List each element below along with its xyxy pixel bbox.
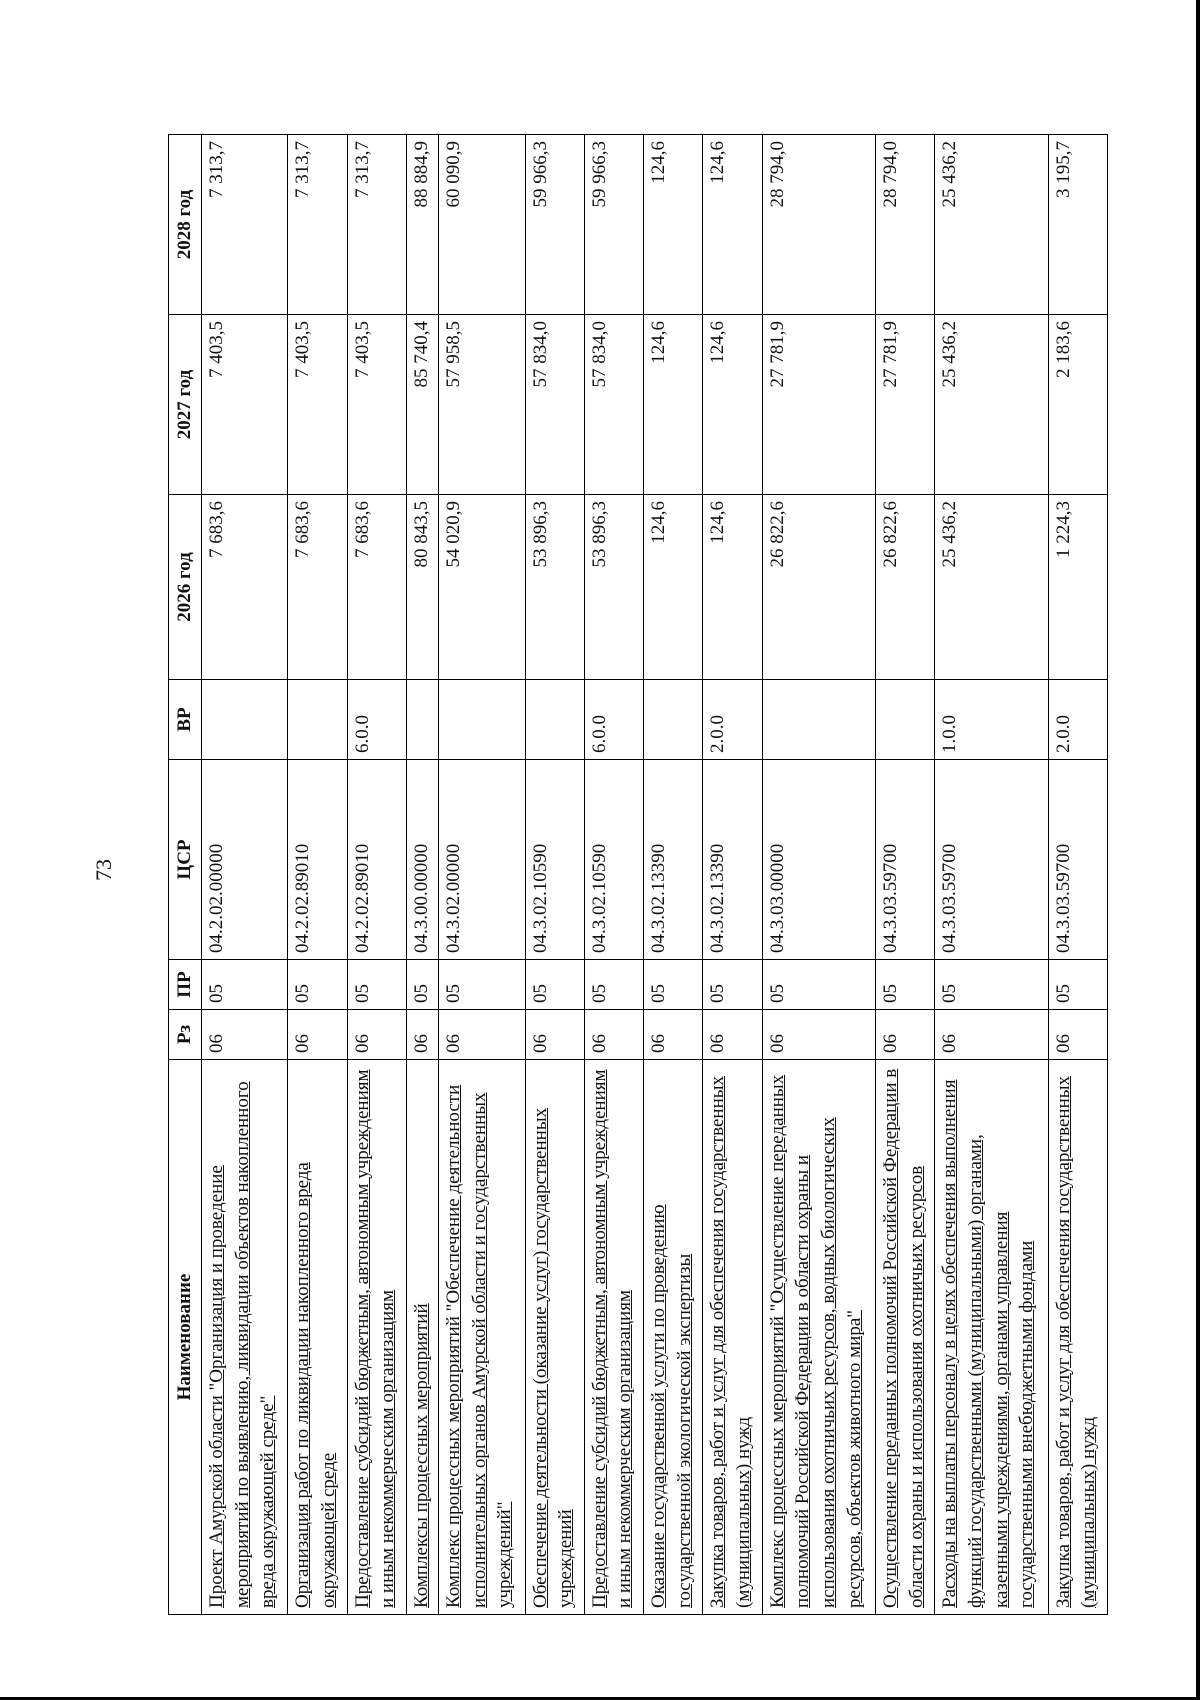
cell-pr: 05 <box>584 960 643 1010</box>
header-csr: ЦСР <box>169 760 202 960</box>
cell-2028: 59 966,3 <box>525 135 584 315</box>
cell-pr: 05 <box>935 960 1048 1010</box>
cell-name <box>762 1060 875 1615</box>
cell-name <box>703 1060 762 1615</box>
header-row <box>169 135 202 1615</box>
table-row <box>288 135 347 1615</box>
cell-pr: 05 <box>876 960 935 1010</box>
cell-pr: 05 <box>347 960 406 1010</box>
cell-2026: 54 020,9 <box>439 495 525 680</box>
cell-2028: 7 313,7 <box>288 135 347 315</box>
cell-2027: 2 183,6 <box>1048 315 1107 495</box>
cell-2028: 88 884,9 <box>406 135 438 315</box>
cell-pr: 05 <box>644 960 703 1010</box>
row-name: Предоставление субсидий бюджетным, автономным учреждениям и иным некоммерческим организациям <box>351 1069 399 1608</box>
cell-2026: 53 896,3 <box>584 495 643 680</box>
cell-rz: 06 <box>762 1010 875 1060</box>
cell-rz: 06 <box>288 1010 347 1060</box>
cell-name <box>876 1060 935 1615</box>
cell-pr: 05 <box>703 960 762 1010</box>
cell-rz: 06 <box>876 1010 935 1060</box>
cell-2028: 7 313,7 <box>202 135 288 315</box>
cell-csr: 04.2.02.89010 <box>288 760 347 960</box>
cell-2028: 28 794,0 <box>762 135 875 315</box>
cell-2027: 27 781,9 <box>876 315 935 495</box>
header-vr: ВР <box>169 680 202 760</box>
cell-2027: 57 958,5 <box>439 315 525 495</box>
row-name: Комплексы процессных мероприятий <box>410 1303 432 1608</box>
table-row <box>703 135 762 1615</box>
cell-vr <box>439 680 525 760</box>
table-row <box>935 135 1048 1615</box>
table-row <box>202 135 288 1615</box>
cell-pr: 05 <box>1048 960 1107 1010</box>
cell-2026: 26 822,6 <box>876 495 935 680</box>
cell-2026: 7 683,6 <box>347 495 406 680</box>
cell-2027: 27 781,9 <box>762 315 875 495</box>
row-name: Закупка товаров, работ и услуг для обеспечения государственных (муниципальных) нужд <box>1052 1075 1100 1608</box>
cell-name <box>1048 1060 1107 1615</box>
cell-rz: 06 <box>935 1010 1048 1060</box>
cell-2027: 57 834,0 <box>525 315 584 495</box>
header-pr: ПР <box>169 960 202 1010</box>
cell-csr: 04.3.03.59700 <box>1048 760 1107 960</box>
cell-rz: 06 <box>703 1010 762 1060</box>
table-row <box>406 135 438 1615</box>
table-body <box>202 135 1108 1615</box>
cell-2027: 7 403,5 <box>202 315 288 495</box>
cell-2028: 59 966,3 <box>584 135 643 315</box>
cell-2028: 7 313,7 <box>347 135 406 315</box>
cell-vr <box>525 680 584 760</box>
rotated-table-container <box>168 135 1108 1615</box>
cell-pr: 05 <box>762 960 875 1010</box>
cell-2028: 60 090,9 <box>439 135 525 315</box>
cell-2027: 7 403,5 <box>288 315 347 495</box>
cell-pr: 05 <box>525 960 584 1010</box>
cell-2026: 25 436,2 <box>935 495 1048 680</box>
row-name: Расходы на выплаты персоналу в целях обеспечения выполнения функций государственными (муниципальными) органами, казенными учреждениями, органами управления государственными внебюджетными фондами <box>939 1079 1038 1608</box>
cell-csr: 04.2.02.89010 <box>347 760 406 960</box>
cell-csr: 04.3.02.13390 <box>703 760 762 960</box>
cell-2027: 124,6 <box>703 315 762 495</box>
row-name: Осуществление переданных полномочий Российской Федерации в области охраны и использования охотничьих ресурсов <box>880 1068 927 1608</box>
cell-vr: 6.0.0 <box>584 680 643 760</box>
cell-rz: 06 <box>1048 1010 1107 1060</box>
table-row <box>525 135 584 1615</box>
table-row <box>1048 135 1107 1615</box>
budget-table <box>168 134 1108 1615</box>
table-row <box>584 135 643 1615</box>
cell-vr: 1.0.0 <box>935 680 1048 760</box>
row-name: Обеспечение деятельности (оказание услуг) государственных учреждений <box>529 1107 577 1608</box>
cell-2028: 3 195,7 <box>1048 135 1107 315</box>
cell-name <box>644 1060 703 1615</box>
cell-name <box>439 1060 525 1615</box>
cell-csr: 04.3.03.00000 <box>762 760 875 960</box>
cell-2026: 80 843,5 <box>406 495 438 680</box>
cell-2027: 25 436,2 <box>935 315 1048 495</box>
cell-csr: 04.3.03.59700 <box>876 760 935 960</box>
cell-name <box>525 1060 584 1615</box>
scan-edge <box>1196 0 1200 1700</box>
cell-2026: 124,6 <box>644 495 703 680</box>
row-name: Организация работ по ликвидации накопленного вреда окружающей среде <box>292 1162 339 1608</box>
cell-name <box>935 1060 1048 1615</box>
cell-name <box>288 1060 347 1615</box>
header-2026: 2026 год <box>169 495 202 680</box>
cell-vr <box>288 680 347 760</box>
cell-vr: 2.0.0 <box>1048 680 1107 760</box>
cell-2027: 85 740,4 <box>406 315 438 495</box>
cell-rz: 06 <box>347 1010 406 1060</box>
cell-2028: 25 436,2 <box>935 135 1048 315</box>
cell-vr <box>762 680 875 760</box>
row-name: Оказание государственной услуги по проведению государственной экологической экспертизы <box>648 1204 695 1608</box>
cell-name <box>406 1060 438 1615</box>
row-name: Закупка товаров, работ и услуг для обеспечения государственных (муниципальных) нужд <box>707 1075 755 1608</box>
cell-name <box>584 1060 643 1615</box>
cell-csr: 04.3.00.00000 <box>406 760 438 960</box>
cell-rz: 06 <box>644 1010 703 1060</box>
cell-rz: 06 <box>202 1010 288 1060</box>
cell-2026: 7 683,6 <box>202 495 288 680</box>
cell-2026: 53 896,3 <box>525 495 584 680</box>
cell-vr <box>406 680 438 760</box>
cell-2028: 124,6 <box>703 135 762 315</box>
table-row <box>644 135 703 1615</box>
cell-pr: 05 <box>439 960 525 1010</box>
header-2027: 2027 год <box>169 315 202 495</box>
cell-rz: 06 <box>525 1010 584 1060</box>
cell-2027: 7 403,5 <box>347 315 406 495</box>
header-2028: 2028 год <box>169 135 202 315</box>
table-row <box>762 135 875 1615</box>
row-name: Проект Амурской области "Организация и проведение мероприятий по выявлению, ликвидации объектов накопленного вреда окружающей среде" <box>206 1081 279 1608</box>
cell-2028: 28 794,0 <box>876 135 935 315</box>
cell-2026: 7 683,6 <box>288 495 347 680</box>
cell-csr: 04.2.02.00000 <box>202 760 288 960</box>
cell-vr: 6.0.0 <box>347 680 406 760</box>
table-row <box>876 135 935 1615</box>
cell-pr: 05 <box>288 960 347 1010</box>
cell-2027: 124,6 <box>644 315 703 495</box>
cell-vr: 2.0.0 <box>703 680 762 760</box>
cell-name <box>347 1060 406 1615</box>
cell-name <box>202 1060 288 1615</box>
cell-2027: 57 834,0 <box>584 315 643 495</box>
row-name: Предоставление субсидий бюджетным, автономным учреждениям и иным некоммерческим организациям <box>588 1069 636 1608</box>
cell-2026: 26 822,6 <box>762 495 875 680</box>
table-row <box>439 135 525 1615</box>
page-number: 73 <box>91 859 116 881</box>
cell-csr: 04.3.02.00000 <box>439 760 525 960</box>
cell-csr: 04.3.02.10590 <box>584 760 643 960</box>
header-name: Наименование <box>169 1060 202 1615</box>
cell-rz: 06 <box>439 1010 525 1060</box>
cell-pr: 05 <box>406 960 438 1010</box>
table-row <box>347 135 406 1615</box>
cell-csr: 04.3.02.13390 <box>644 760 703 960</box>
cell-rz: 06 <box>406 1010 438 1060</box>
cell-vr <box>644 680 703 760</box>
cell-vr <box>202 680 288 760</box>
cell-csr: 04.3.03.59700 <box>935 760 1048 960</box>
cell-vr <box>876 680 935 760</box>
cell-csr: 04.3.02.10590 <box>525 760 584 960</box>
cell-2026: 1 224,3 <box>1048 495 1107 680</box>
row-name: Комплекс процессных мероприятий "Осуществление переданных полномочий Российской Федерации в области охраны и использования охотничьих ресурсов, водных биологических ресурсов, объектов животного мира" <box>766 1074 865 1608</box>
cell-pr: 05 <box>202 960 288 1010</box>
cell-2028: 124,6 <box>644 135 703 315</box>
cell-2026: 124,6 <box>703 495 762 680</box>
cell-rz: 06 <box>584 1010 643 1060</box>
header-rz: Рз <box>169 1010 202 1060</box>
row-name: Комплекс процессных мероприятий "Обеспечение деятельности исполнительных органов Амурской области и государственных учреждений" <box>443 1084 516 1608</box>
